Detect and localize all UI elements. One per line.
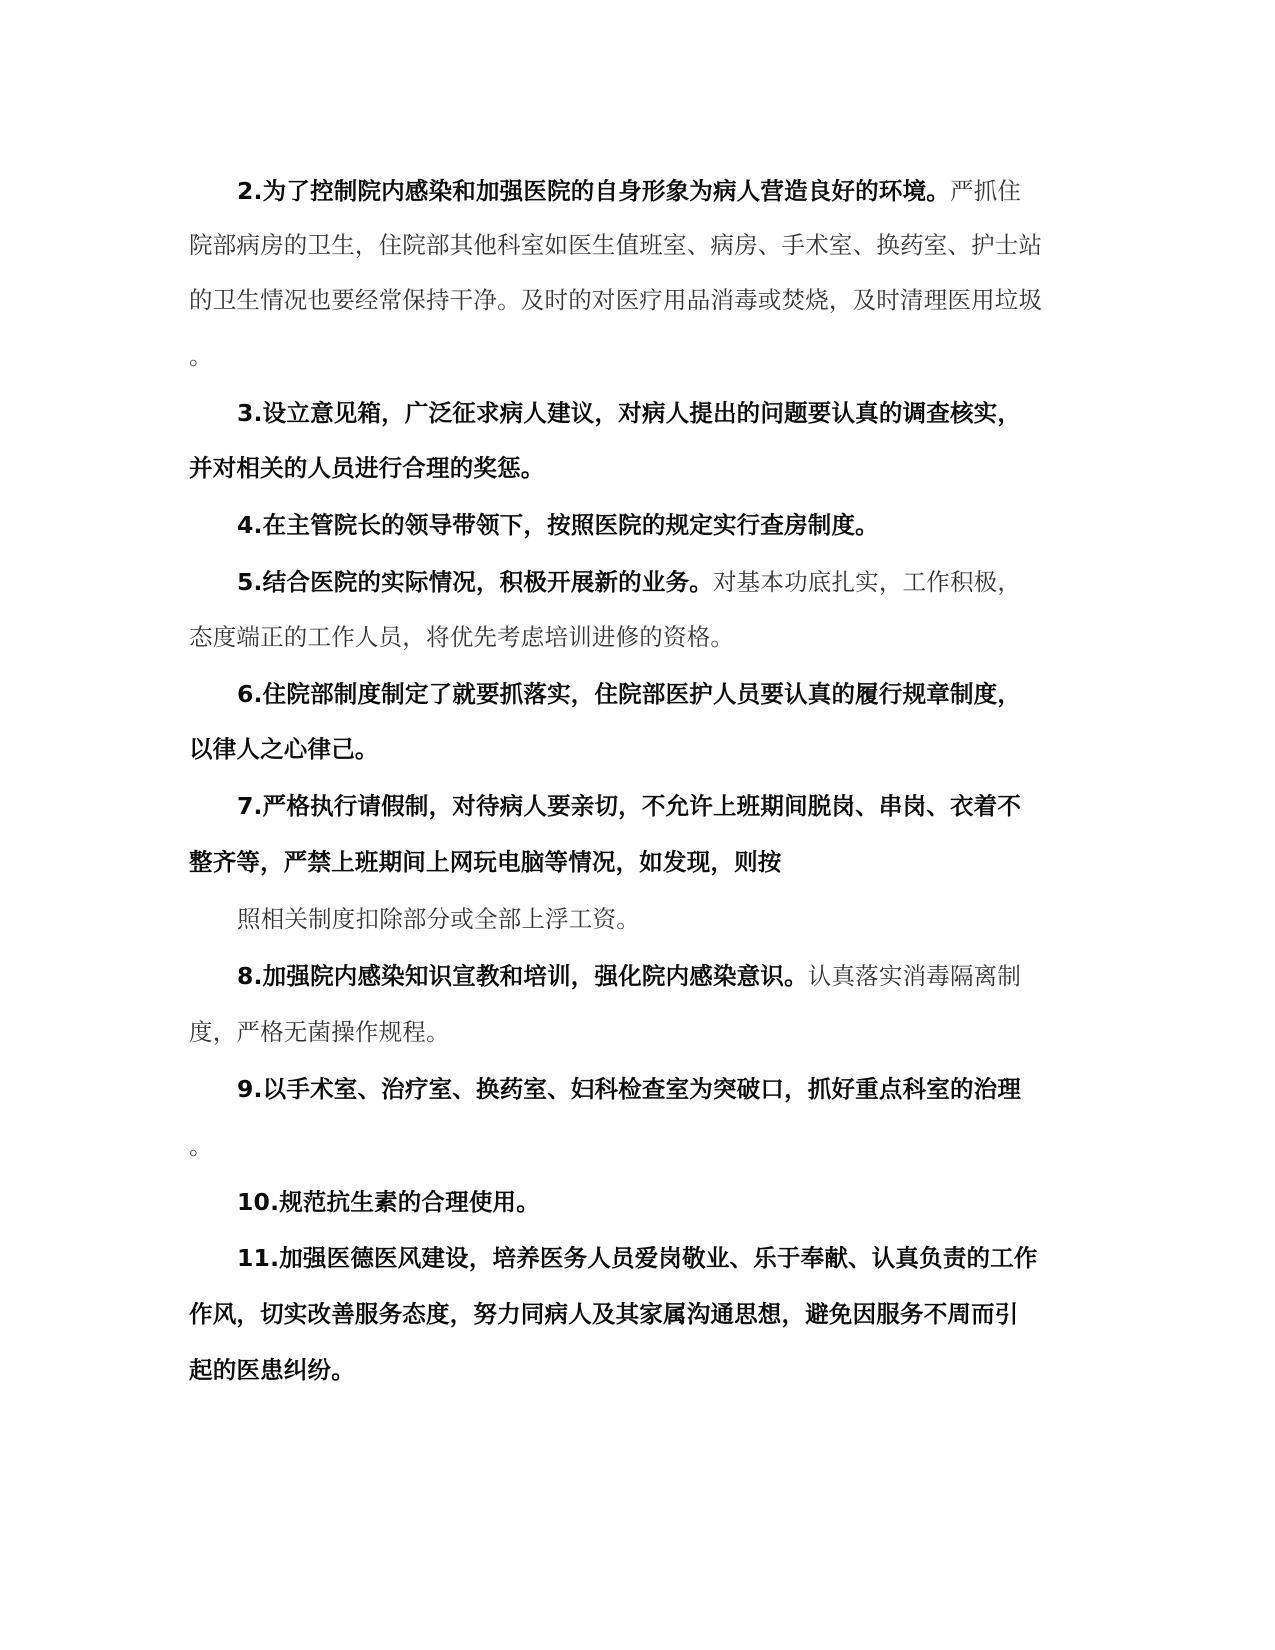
item-8-line-1 [237, 960, 1137, 992]
item-5-line-2: 态度端正的工作人员，将优先考虑培训进修的资格。 [189, 623, 735, 651]
item-11-line-2: 作风，切实改善服务态度，努力同病人及其家属沟通思想，避免因服务不周而引 [189, 1300, 1019, 1328]
item-11-line-1: 11.加强医德医风建设，培养医务人员爱岗敬业、乐于奉献、认真负责的工作 [237, 1244, 1038, 1272]
item-2-line-1 [237, 175, 1137, 207]
item-3-line-2: 并对相关的人员进行合理的奖惩。 [189, 454, 545, 482]
item-8-line-2: 度，严格无菌操作规程。 [189, 1018, 450, 1046]
item-7-line-1: 7.严格执行请假制，对待病人要亲切，不允许上班期间脱岗、串岗、衣着不 [237, 792, 1022, 820]
item-2-line-3: 的卫生情况也要经常保持干净。及时的对医疗用品消毒或焚烧，及时清理医用垃圾 [189, 286, 1043, 314]
item-7-line-3: 照相关制度扣除部分或全部上浮工资。 [237, 905, 640, 933]
item-8-heading: 8.加强院内感染知识宣教和培训，强化院内感染意识。 [237, 962, 808, 990]
item-4-line-1: 4.在主管院长的领导带领下，按照医院的规定实行查房制度。 [237, 511, 879, 539]
item-2-heading: 2.为了控制院内感染和加强医院的自身形象为病人营造良好的环境。 [237, 177, 950, 205]
item-2-text: 严抓住 [949, 177, 1022, 205]
item-9-line-1: 9.以手术室、治疗室、换药室、妇科检查室为突破口，抓好重点科室的治理 [237, 1075, 1022, 1103]
item-3-line-1: 3.设立意见箱，广泛征求病人建议，对病人提出的问题要认真的调查核实， [237, 399, 1022, 427]
item-5-line-1 [237, 566, 1137, 598]
item-2-line-4: 。 [189, 342, 213, 370]
item-9-line-2: 。 [189, 1132, 213, 1160]
item-7-line-2: 整齐等，严禁上班期间上网玩电脑等情况，如发现，则按 [189, 848, 782, 876]
item-10-line-1: 10.规范抗生素的合理使用。 [237, 1188, 540, 1216]
item-5-heading: 5.结合医院的实际情况，积极开展新的业务。 [237, 568, 713, 596]
item-8-text: 认真落实消毒隔离制 [807, 962, 1022, 990]
item-2-line-2: 院部病房的卫生，住院部其他科室如医生值班室、病房、手术室、换药室、护士站 [189, 231, 1043, 259]
item-5-text: 对基本功底扎实，工作积极， [712, 568, 1022, 596]
item-11-line-3: 起的医患纠纷。 [189, 1356, 355, 1384]
item-6-line-2: 以律人之心律己。 [189, 735, 379, 763]
item-6-line-1: 6.住院部制度制定了就要抓落实，住院部医护人员要认真的履行规章制度， [237, 680, 1022, 708]
